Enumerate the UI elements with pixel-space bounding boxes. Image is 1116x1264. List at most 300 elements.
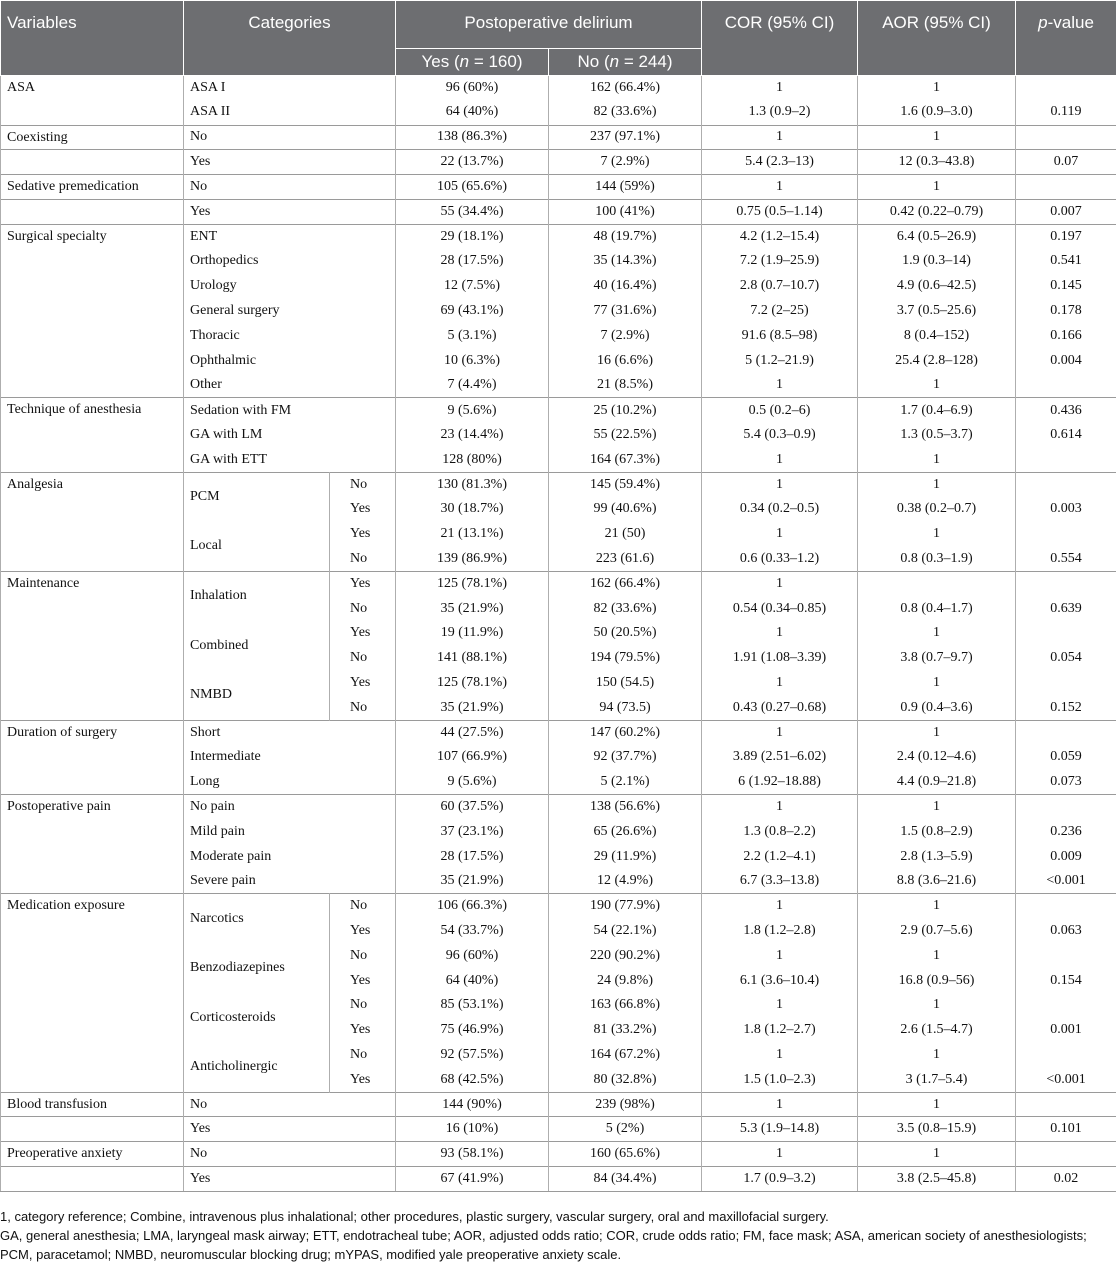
variable-cell: Blood transfusion [1, 1092, 184, 1117]
aor-cell: 1 [858, 671, 1016, 696]
pvalue-cell: 0.101 [1016, 1117, 1116, 1142]
header-postop-delirium: Postoperative delirium [396, 1, 702, 49]
header-no-count: No (n = 244) [549, 49, 702, 76]
no-count-cell: 237 (97.1%) [549, 125, 702, 150]
yes-count-cell: 23 (14.4%) [396, 423, 549, 448]
category-cell: Urology [184, 274, 396, 299]
aor-cell: 3.8 (0.7–9.7) [858, 646, 1016, 671]
no-count-cell: 5 (2%) [549, 1117, 702, 1142]
no-count-cell: 220 (90.2%) [549, 943, 702, 968]
no-count-cell: 144 (59%) [549, 175, 702, 200]
category-cell: Inhalation [184, 571, 330, 621]
header-categories: Categories [184, 1, 396, 76]
cor-cell: 1.3 (0.9–2) [702, 100, 858, 125]
pvalue-cell [1016, 1043, 1116, 1068]
no-count-cell: 12 (4.9%) [549, 869, 702, 894]
pvalue-cell [1016, 472, 1116, 497]
cor-cell: 1 [702, 720, 858, 745]
table-row [1, 1092, 1116, 1117]
cor-cell: 1 [702, 373, 858, 398]
cor-cell: 7.2 (2–25) [702, 299, 858, 324]
subcategory-cell: Yes [330, 1067, 396, 1092]
footnote-2: GA, general anesthesia; LMA, laryngeal mask airway; ETT, endotracheal tube; AOR, adjusted odds ratio; COR, crude odds ratio; FM, face mask; ASA, american society of anesthesiologists; PCM, paracetamol; NMBD, neuromuscular blocking drug; mYPAS, modified yale preoperative anxiety scale. [0, 1226, 1116, 1264]
aor-cell: 3.8 (2.5–45.8) [858, 1167, 1016, 1192]
header-yes-count: Yes (n = 160) [396, 49, 549, 76]
aor-cell: 1 [858, 76, 1016, 101]
table-row [1, 795, 1116, 820]
pvalue-cell: 0.436 [1016, 398, 1116, 423]
category-cell: Other [184, 373, 396, 398]
pvalue-cell [1016, 943, 1116, 968]
subcategory-cell: No [330, 1043, 396, 1068]
header-cor: COR (95% CI) [702, 1, 858, 76]
aor-cell: 1 [858, 720, 1016, 745]
no-count-cell: 25 (10.2%) [549, 398, 702, 423]
aor-cell: 1 [858, 175, 1016, 200]
yes-count-cell: 75 (46.9%) [396, 1018, 549, 1043]
no-count-cell: 99 (40.6%) [549, 497, 702, 522]
variable-cell [1, 199, 184, 224]
no-count-cell: 100 (41%) [549, 199, 702, 224]
yes-count-cell: 96 (60%) [396, 76, 549, 101]
no-count-cell: 145 (59.4%) [549, 472, 702, 497]
yes-count-cell: 125 (78.1%) [396, 571, 549, 596]
yes-count-cell: 107 (66.9%) [396, 745, 549, 770]
no-count-cell: 7 (2.9%) [549, 150, 702, 175]
aor-cell: 1 [858, 373, 1016, 398]
cor-cell: 1.5 (1.0–2.3) [702, 1067, 858, 1092]
aor-cell: 1.9 (0.3–14) [858, 249, 1016, 274]
cor-cell: 1.8 (1.2–2.7) [702, 1018, 858, 1043]
no-count-cell: 160 (65.6%) [549, 1142, 702, 1167]
yes-count-cell: 54 (33.7%) [396, 919, 549, 944]
yes-count-cell: 29 (18.1%) [396, 224, 549, 249]
cor-cell: 1 [702, 175, 858, 200]
no-count-cell: 65 (26.6%) [549, 819, 702, 844]
category-cell: Thoracic [184, 323, 396, 348]
category-cell: No [184, 1142, 396, 1167]
cor-cell: 5.4 (2.3–13) [702, 150, 858, 175]
table-row [1, 398, 1116, 423]
variable-cell [1, 1167, 184, 1192]
category-cell: Moderate pain [184, 844, 396, 869]
aor-cell: 3.7 (0.5–25.6) [858, 299, 1016, 324]
yes-count-cell: 35 (21.9%) [396, 869, 549, 894]
pvalue-cell [1016, 894, 1116, 919]
aor-cell: 2.4 (0.12–4.6) [858, 745, 1016, 770]
aor-cell: 1 [858, 795, 1016, 820]
cor-cell: 2.8 (0.7–10.7) [702, 274, 858, 299]
aor-cell: 1 [858, 1142, 1016, 1167]
yes-count-cell: 28 (17.5%) [396, 844, 549, 869]
aor-cell: 1.3 (0.5–3.7) [858, 423, 1016, 448]
pvalue-cell: 0.119 [1016, 100, 1116, 125]
cor-cell: 0.34 (0.2–0.5) [702, 497, 858, 522]
yes-count-cell: 30 (18.7%) [396, 497, 549, 522]
yes-count-cell: 7 (4.4%) [396, 373, 549, 398]
yes-count-cell: 37 (23.1%) [396, 819, 549, 844]
yes-count-cell: 125 (78.1%) [396, 671, 549, 696]
category-cell: Local [184, 522, 330, 572]
no-count-cell: 150 (54.5) [549, 671, 702, 696]
category-cell: No [184, 1092, 396, 1117]
yes-count-cell: 10 (6.3%) [396, 348, 549, 373]
aor-cell: 1 [858, 943, 1016, 968]
pvalue-cell [1016, 671, 1116, 696]
yes-count-cell: 105 (65.6%) [396, 175, 549, 200]
pvalue-cell [1016, 373, 1116, 398]
category-cell: Combined [184, 621, 330, 671]
yes-count-cell: 22 (13.7%) [396, 150, 549, 175]
header-pvalue: p-value [1016, 1, 1116, 76]
table-row [1, 894, 1116, 919]
aor-cell: 1 [858, 125, 1016, 150]
no-count-cell: 55 (22.5%) [549, 423, 702, 448]
no-count-cell: 239 (98%) [549, 1092, 702, 1117]
cor-cell: 5.3 (1.9–14.8) [702, 1117, 858, 1142]
category-cell: Short [184, 720, 396, 745]
category-cell: No pain [184, 795, 396, 820]
no-count-cell: 81 (33.2%) [549, 1018, 702, 1043]
aor-cell: 6.4 (0.5–26.9) [858, 224, 1016, 249]
cor-cell: 1 [702, 522, 858, 547]
category-cell: GA with LM [184, 423, 396, 448]
yes-count-cell: 64 (40%) [396, 968, 549, 993]
category-cell: PCM [184, 472, 330, 522]
cor-cell: 1 [702, 1043, 858, 1068]
header-aor: AOR (95% CI) [858, 1, 1016, 76]
pvalue-cell: 0.063 [1016, 919, 1116, 944]
no-count-cell: 162 (66.4%) [549, 571, 702, 596]
pvalue-cell [1016, 1092, 1116, 1117]
pvalue-cell: 0.02 [1016, 1167, 1116, 1192]
table-row [1, 720, 1116, 745]
category-cell: No [184, 175, 396, 200]
yes-count-cell: 138 (86.3%) [396, 125, 549, 150]
yes-count-cell: 139 (86.9%) [396, 547, 549, 572]
yes-count-cell: 67 (41.9%) [396, 1167, 549, 1192]
pvalue-cell: 0.197 [1016, 224, 1116, 249]
aor-cell: 1 [858, 894, 1016, 919]
table-row [1, 175, 1116, 200]
pvalue-cell: 0.004 [1016, 348, 1116, 373]
yes-count-cell: 16 (10%) [396, 1117, 549, 1142]
no-count-cell: 80 (32.8%) [549, 1067, 702, 1092]
category-cell: Corticosteroids [184, 993, 330, 1043]
cor-cell: 1 [702, 125, 858, 150]
category-cell: GA with ETT [184, 447, 396, 472]
pvalue-cell: 0.07 [1016, 150, 1116, 175]
aor-cell: 3.5 (0.8–15.9) [858, 1117, 1016, 1142]
pvalue-cell [1016, 720, 1116, 745]
no-count-cell: 5 (2.1%) [549, 770, 702, 795]
aor-cell: 1 [858, 1043, 1016, 1068]
variable-cell: Technique of anesthesia [1, 398, 184, 472]
pvalue-cell [1016, 621, 1116, 646]
no-count-cell: 194 (79.5%) [549, 646, 702, 671]
pvalue-cell [1016, 571, 1116, 596]
yes-count-cell: 35 (21.9%) [396, 596, 549, 621]
aor-cell: 8.8 (3.6–21.6) [858, 869, 1016, 894]
no-count-cell: 77 (31.6%) [549, 299, 702, 324]
category-cell: Long [184, 770, 396, 795]
cor-cell: 1 [702, 472, 858, 497]
pvalue-cell: 0.554 [1016, 547, 1116, 572]
variable-cell: Medication exposure [1, 894, 184, 1092]
pvalue-cell: <0.001 [1016, 1067, 1116, 1092]
pvalue-cell: 0.614 [1016, 423, 1116, 448]
cor-cell: 1 [702, 76, 858, 101]
subcategory-cell: No [330, 894, 396, 919]
no-count-cell: 94 (73.5) [549, 695, 702, 720]
pvalue-cell [1016, 447, 1116, 472]
aor-cell: 2.6 (1.5–4.7) [858, 1018, 1016, 1043]
variable-cell [1, 1117, 184, 1142]
no-count-cell: 7 (2.9%) [549, 323, 702, 348]
no-count-cell: 21 (8.5%) [549, 373, 702, 398]
cor-cell: 4.2 (1.2–15.4) [702, 224, 858, 249]
yes-count-cell: 35 (21.9%) [396, 695, 549, 720]
no-count-cell: 24 (9.8%) [549, 968, 702, 993]
footnote-1: 1, category reference; Combine, intravenous plus inhalational; other procedures, plastic surgery, vascular surgery, oral and maxillofacial surgery. [0, 1207, 1116, 1226]
variable-cell: Sedative premedication [1, 175, 184, 200]
no-count-cell: 92 (37.7%) [549, 745, 702, 770]
pvalue-cell: 0.154 [1016, 968, 1116, 993]
no-count-cell: 164 (67.2%) [549, 1043, 702, 1068]
no-count-cell: 82 (33.6%) [549, 596, 702, 621]
yes-count-cell: 9 (5.6%) [396, 398, 549, 423]
yes-count-cell: 144 (90%) [396, 1092, 549, 1117]
aor-cell: 0.42 (0.22–0.79) [858, 199, 1016, 224]
cor-cell: 0.5 (0.2–6) [702, 398, 858, 423]
category-cell: Yes [184, 150, 396, 175]
pvalue-cell [1016, 76, 1116, 101]
no-count-cell: 16 (6.6%) [549, 348, 702, 373]
category-cell: Severe pain [184, 869, 396, 894]
yes-count-cell: 85 (53.1%) [396, 993, 549, 1018]
aor-cell: 4.9 (0.6–42.5) [858, 274, 1016, 299]
no-count-cell: 164 (67.3%) [549, 447, 702, 472]
subcategory-cell: No [330, 547, 396, 572]
variable-cell: Preoperative anxiety [1, 1142, 184, 1167]
table-row [1, 472, 1116, 497]
yes-count-cell: 60 (37.5%) [396, 795, 549, 820]
yes-count-cell: 69 (43.1%) [396, 299, 549, 324]
category-cell: Benzodiazepines [184, 943, 330, 993]
no-count-cell: 84 (34.4%) [549, 1167, 702, 1192]
pvalue-cell: 0.073 [1016, 770, 1116, 795]
category-cell: ASA II [184, 100, 396, 125]
no-count-cell: 190 (77.9%) [549, 894, 702, 919]
no-count-cell: 48 (19.7%) [549, 224, 702, 249]
no-count-cell: 29 (11.9%) [549, 844, 702, 869]
cor-cell: 1.8 (1.2–2.8) [702, 919, 858, 944]
category-cell: ASA I [184, 76, 396, 101]
cor-cell: 1 [702, 1092, 858, 1117]
cor-cell: 0.43 (0.27–0.68) [702, 695, 858, 720]
pvalue-cell: 0.236 [1016, 819, 1116, 844]
yes-count-cell: 9 (5.6%) [396, 770, 549, 795]
pvalue-cell [1016, 1142, 1116, 1167]
pvalue-cell: 0.178 [1016, 299, 1116, 324]
pvalue-cell: 0.009 [1016, 844, 1116, 869]
yes-count-cell: 44 (27.5%) [396, 720, 549, 745]
pvalue-cell: <0.001 [1016, 869, 1116, 894]
cor-cell: 6.7 (3.3–13.8) [702, 869, 858, 894]
aor-cell: 1 [858, 522, 1016, 547]
aor-cell: 8 (0.4–152) [858, 323, 1016, 348]
subcategory-cell: Yes [330, 1018, 396, 1043]
aor-cell: 0.38 (0.2–0.7) [858, 497, 1016, 522]
subcategory-cell: Yes [330, 571, 396, 596]
aor-cell: 4.4 (0.9–21.8) [858, 770, 1016, 795]
no-count-cell: 50 (20.5%) [549, 621, 702, 646]
category-cell: Anticholinergic [184, 1043, 330, 1093]
table-row [1, 1142, 1116, 1167]
pvalue-cell: 0.001 [1016, 1018, 1116, 1043]
aor-cell: 2.8 (1.3–5.9) [858, 844, 1016, 869]
category-cell: Yes [184, 199, 396, 224]
subcategory-cell: Yes [330, 919, 396, 944]
yes-count-cell: 68 (42.5%) [396, 1067, 549, 1092]
table-row [1, 1117, 1116, 1142]
cor-cell: 0.75 (0.5–1.14) [702, 199, 858, 224]
cor-cell: 7.2 (1.9–25.9) [702, 249, 858, 274]
yes-count-cell: 106 (66.3%) [396, 894, 549, 919]
aor-cell: 1 [858, 993, 1016, 1018]
category-cell: Orthopedics [184, 249, 396, 274]
aor-cell: 1 [858, 1092, 1016, 1117]
table-footnotes [0, 1207, 1116, 1264]
cor-cell: 1 [702, 993, 858, 1018]
cor-cell: 0.54 (0.34–0.85) [702, 596, 858, 621]
subcategory-cell: No [330, 943, 396, 968]
cor-cell: 6 (1.92–18.88) [702, 770, 858, 795]
pvalue-cell [1016, 993, 1116, 1018]
category-cell: ENT [184, 224, 396, 249]
variable-cell: ASA [1, 76, 184, 126]
subcategory-cell: No [330, 695, 396, 720]
category-cell: Narcotics [184, 894, 330, 944]
cor-cell: 1.3 (0.8–2.2) [702, 819, 858, 844]
cor-cell: 6.1 (3.6–10.4) [702, 968, 858, 993]
subcategory-cell: Yes [330, 968, 396, 993]
category-cell: No [184, 125, 396, 150]
aor-cell: 1 [858, 621, 1016, 646]
subcategory-cell: Yes [330, 522, 396, 547]
cor-cell: 91.6 (8.5–98) [702, 323, 858, 348]
aor-cell: 25.4 (2.8–128) [858, 348, 1016, 373]
yes-count-cell: 21 (13.1%) [396, 522, 549, 547]
category-cell: Sedation with FM [184, 398, 396, 423]
pvalue-cell: 0.541 [1016, 249, 1116, 274]
cor-cell: 3.89 (2.51–6.02) [702, 745, 858, 770]
category-cell: General surgery [184, 299, 396, 324]
pvalue-cell [1016, 522, 1116, 547]
category-cell: Yes [184, 1167, 396, 1192]
cor-cell: 1 [702, 894, 858, 919]
category-cell: Ophthalmic [184, 348, 396, 373]
aor-cell: 3 (1.7–5.4) [858, 1067, 1016, 1092]
aor-cell: 16.8 (0.9–56) [858, 968, 1016, 993]
aor-cell: 12 (0.3–43.8) [858, 150, 1016, 175]
cor-cell: 1.91 (1.08–3.39) [702, 646, 858, 671]
pvalue-cell: 0.145 [1016, 274, 1116, 299]
subcategory-cell: Yes [330, 497, 396, 522]
aor-cell: 1 [858, 472, 1016, 497]
aor-cell: 0.8 (0.4–1.7) [858, 596, 1016, 621]
cor-cell: 1 [702, 671, 858, 696]
yes-count-cell: 130 (81.3%) [396, 472, 549, 497]
cor-cell: 0.6 (0.33–1.2) [702, 547, 858, 572]
cor-cell: 1 [702, 1142, 858, 1167]
pvalue-cell [1016, 795, 1116, 820]
category-cell: Mild pain [184, 819, 396, 844]
yes-count-cell: 19 (11.9%) [396, 621, 549, 646]
yes-count-cell: 93 (58.1%) [396, 1142, 549, 1167]
yes-count-cell: 55 (34.4%) [396, 199, 549, 224]
table-row [1, 1167, 1116, 1192]
aor-cell: 1.6 (0.9–3.0) [858, 100, 1016, 125]
pvalue-cell: 0.639 [1016, 596, 1116, 621]
aor-cell: 0.9 (0.4–3.6) [858, 695, 1016, 720]
yes-count-cell: 12 (7.5%) [396, 274, 549, 299]
yes-count-cell: 128 (80%) [396, 447, 549, 472]
pvalue-cell: 0.059 [1016, 745, 1116, 770]
yes-count-cell: 64 (40%) [396, 100, 549, 125]
no-count-cell: 40 (16.4%) [549, 274, 702, 299]
variable-cell: Maintenance [1, 571, 184, 720]
pvalue-cell: 0.003 [1016, 497, 1116, 522]
variable-cell: Analgesia [1, 472, 184, 571]
variable-cell: Duration of surgery [1, 720, 184, 794]
yes-count-cell: 141 (88.1%) [396, 646, 549, 671]
subcategory-cell: Yes [330, 671, 396, 696]
no-count-cell: 82 (33.6%) [549, 100, 702, 125]
variable-cell: Postoperative pain [1, 795, 184, 894]
no-count-cell: 223 (61.6) [549, 547, 702, 572]
yes-count-cell: 96 (60%) [396, 943, 549, 968]
variable-cell: Surgical specialty [1, 224, 184, 398]
no-count-cell: 21 (50) [549, 522, 702, 547]
variable-cell [1, 150, 184, 175]
subcategory-cell: No [330, 596, 396, 621]
yes-count-cell: 28 (17.5%) [396, 249, 549, 274]
no-count-cell: 147 (60.2%) [549, 720, 702, 745]
table-row [1, 199, 1116, 224]
no-count-cell: 163 (66.8%) [549, 993, 702, 1018]
no-count-cell: 162 (66.4%) [549, 76, 702, 101]
cor-cell: 1 [702, 621, 858, 646]
cor-cell: 5.4 (0.3–0.9) [702, 423, 858, 448]
category-cell: Intermediate [184, 745, 396, 770]
cor-cell: 1 [702, 571, 858, 596]
pvalue-cell: 0.007 [1016, 199, 1116, 224]
yes-count-cell: 5 (3.1%) [396, 323, 549, 348]
subcategory-cell: No [330, 472, 396, 497]
pvalue-cell [1016, 125, 1116, 150]
table-row [1, 76, 1116, 101]
aor-cell: 1.5 (0.8–2.9) [858, 819, 1016, 844]
subcategory-cell: No [330, 646, 396, 671]
cor-cell: 2.2 (1.2–4.1) [702, 844, 858, 869]
pvalue-cell: 0.166 [1016, 323, 1116, 348]
subcategory-cell: No [330, 993, 396, 1018]
cor-cell: 5 (1.2–21.9) [702, 348, 858, 373]
aor-cell [858, 571, 1016, 596]
aor-cell: 2.9 (0.7–5.6) [858, 919, 1016, 944]
table-row [1, 125, 1116, 150]
